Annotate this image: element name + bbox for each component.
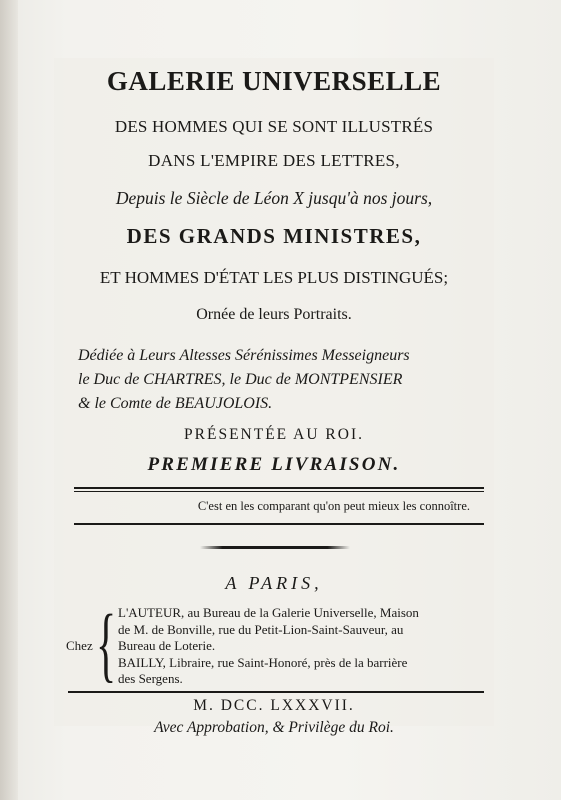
address-line-1: L'AUTEUR, au Bureau de la Galerie Universelle, Maison [118,605,419,620]
dedication-line-1: Dédiée à Leurs Altesses Sérénissimes Messeigneurs [78,347,410,364]
page-gutter-shadow [0,0,18,800]
dedication-line-3: & le Comte de BEAUJOLOIS. [78,395,273,412]
subtitle-line-4: DES GRANDS MINISTRES, [126,224,422,248]
chez-label: Chez [66,638,93,653]
ornamental-rule [200,546,350,549]
publication-year: M. DCC. LXXXVII. [193,697,355,714]
address-line-3: Bureau de Loterie. [118,638,216,653]
portraits-note: Ornée de leurs Portraits. [196,306,352,323]
imprint-rule [68,691,484,693]
subtitle-line-2: DANS L'EMPIRE DES LETTRES, [148,151,400,170]
subtitle-line-3: Depuis le Siècle de Léon X jusqu'à nos jours, [115,188,433,208]
city-line: A PARIS, [225,573,323,593]
dedication-line-2: le Duc de CHARTRES, le Duc de MONTPENSIER [78,371,403,388]
top-double-rule-thin [74,491,484,492]
subtitle-line-1: DES HOMMES QUI SE SONT ILLUSTRÉS [114,117,434,136]
approbation-line: Avec Approbation, & Privilège du Roi. [154,719,394,736]
motto-bottom-rule [74,523,484,525]
brace-glyph: { [96,598,117,691]
address-line-4: BAILLY, Libraire, rue Saint-Honoré, près de la barrière [118,655,408,670]
motto: C'est en les comparant qu'on peut mieux les connoître. [197,499,470,513]
top-double-rule [74,487,484,489]
address-line-2: de M. de Bonville, rue du Petit-Lion-Saint-Sauveur, au [118,622,404,637]
first-issue-heading: PREMIERE LIVRAISON. [147,454,401,475]
book-title: GALERIE UNIVERSELLE [106,66,442,96]
presented-to-king: PRÉSENTÉE AU ROI. [184,426,364,443]
address-line-5: des Sergens. [118,671,183,686]
subtitle-line-5: ET HOMMES D'ÉTAT LES PLUS DISTINGUÉS; [99,268,449,287]
